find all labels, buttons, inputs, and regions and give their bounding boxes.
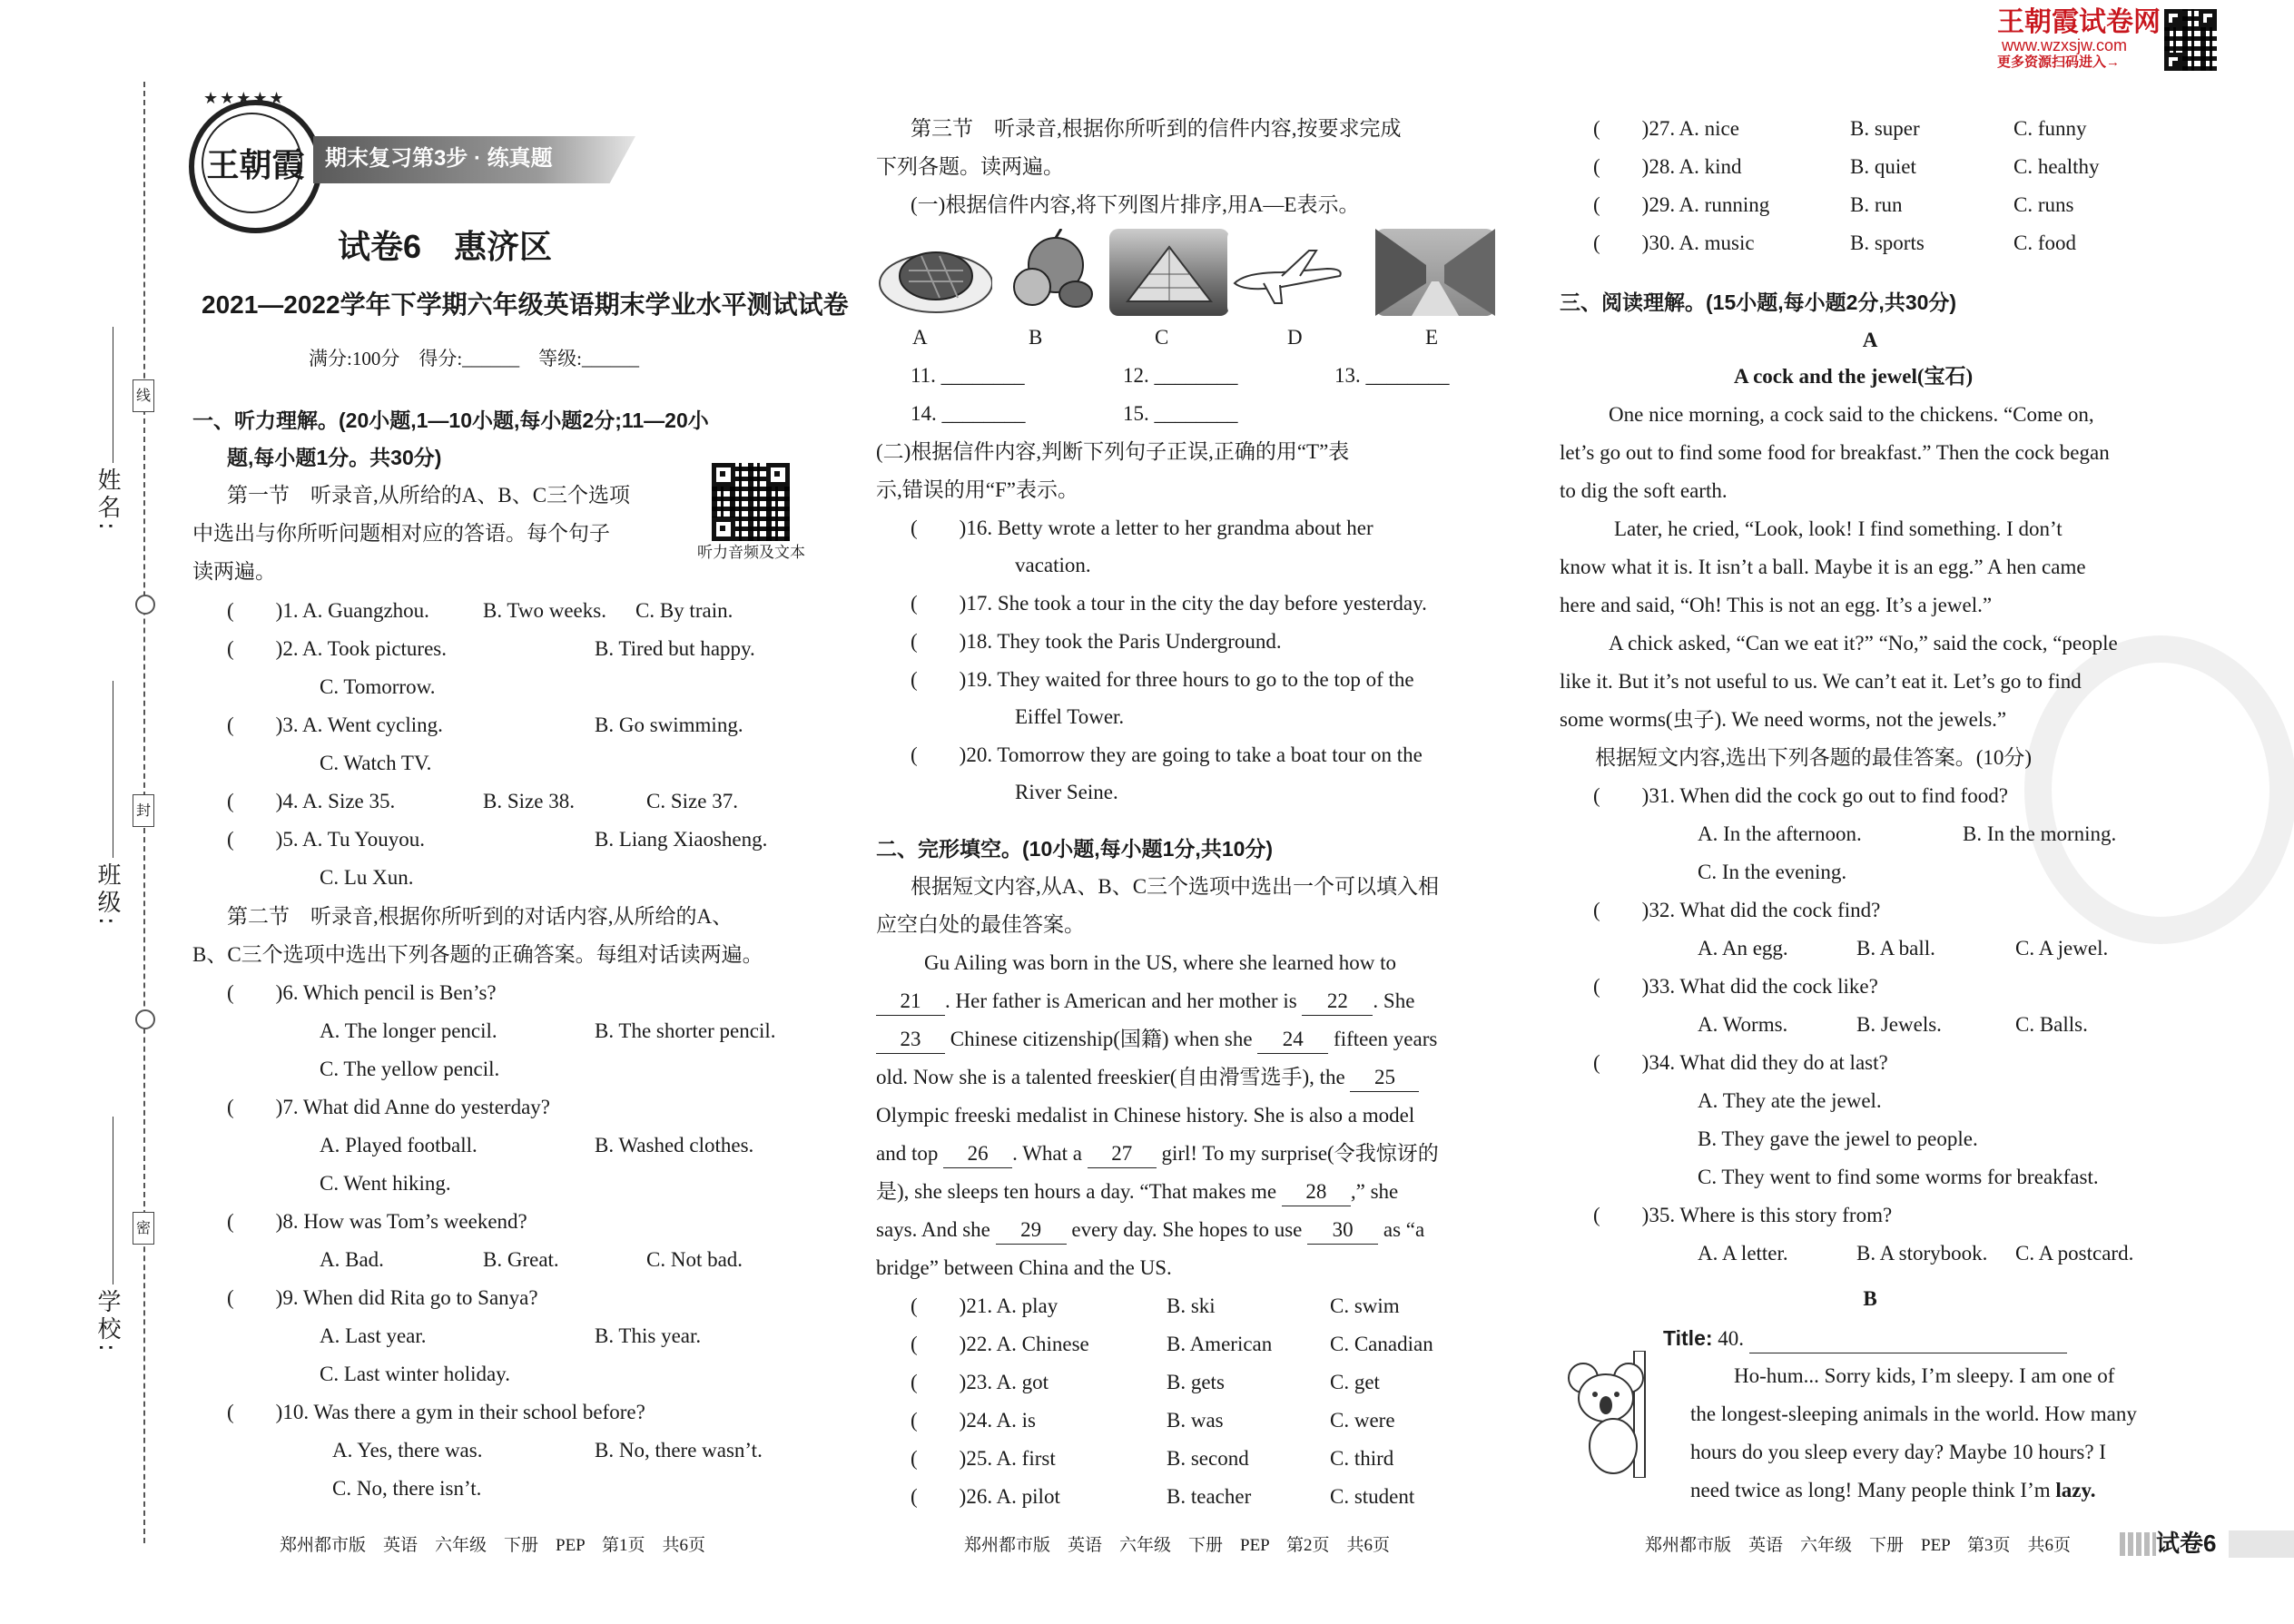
option: C. A postcard.: [2015, 1242, 2134, 1265]
sec2-instruction: B、C三个选项中选出下列各题的正确答案。每组对话读两遍。: [192, 943, 763, 966]
cloze-line: 是), she sleeps ten hours a day. “That makes me 28 ,” she: [876, 1178, 1398, 1206]
option: B. In the morning.: [1963, 822, 2117, 845]
footer-page-1: 郑州都市版 英语 六年级 下册 PEP 第1页 共6页: [280, 1536, 706, 1555]
option: B. super: [1850, 117, 1920, 140]
option: C. Not bad.: [646, 1248, 743, 1271]
option: C. third: [1330, 1447, 1394, 1470]
question-27: ( )27. A. nice: [1593, 117, 1739, 140]
question-1: ( )1. A. Guangzhou.: [227, 599, 429, 622]
picture-label-d: D: [1287, 326, 1303, 349]
option: C. Tomorrow.: [320, 675, 436, 698]
question-31: ( )31. When did the cock go out to find food?: [1593, 784, 2008, 807]
question-25: ( )25. A. first: [911, 1447, 1056, 1470]
option: B. A storybook.: [1856, 1242, 1988, 1265]
sec1-instruction: 读两遍。: [192, 560, 276, 583]
sub2-instruction: (二)根据信件内容,判断下列句子正误,正确的用“T”表: [876, 440, 1350, 463]
option: B. teacher: [1167, 1485, 1252, 1508]
option: B. Go swimming.: [595, 714, 743, 736]
passage-a-line: like it. But it’s not useful to us. We can’t eat it. Let’s go to find: [1560, 670, 2082, 693]
sub2-instruction: 示,错误的用“F”表示。: [876, 478, 1078, 501]
logo-stars: ★★★★★: [203, 89, 286, 107]
question-34: ( )34. What did they do at last?: [1593, 1051, 1888, 1074]
option: C. Lu Xun.: [320, 866, 414, 889]
cloze-blank-21[interactable]: 21: [876, 988, 945, 1016]
title-blank-40[interactable]: [1749, 1325, 2067, 1353]
option: A. They ate the jewel.: [1698, 1089, 1882, 1112]
question-26: ( )26. A. pilot: [911, 1485, 1060, 1508]
banner-text: 期末复习第3步 · 练真题: [325, 146, 553, 171]
option: C. runs: [2013, 193, 2074, 216]
footer-exam-tab: 试卷6: [2156, 1530, 2217, 1557]
question-19-cont: Eiffel Tower.: [1015, 705, 1125, 728]
cloze-blank-23[interactable]: 23: [876, 1026, 945, 1054]
option: C. student: [1330, 1485, 1415, 1508]
passage-a-line: here and said, “Oh! This is not an egg. It’s a jewel.”: [1560, 594, 1993, 616]
part2-heading: 二、完形填空。(10小题,每小题1分,共10分): [876, 837, 1274, 861]
question-17: ( )17. She took a tour in the city the day before yesterday.: [911, 592, 1427, 615]
option: B. Two weeks.: [483, 599, 606, 622]
cloze-line: bridge” between China and the US.: [876, 1256, 1172, 1279]
picture-label-e: E: [1425, 326, 1439, 349]
cloze-line: old. Now she is a talented freeskier(自由滑雪选手), the 25: [876, 1064, 1419, 1092]
brand-name: 王朝霞试卷网: [1997, 7, 2161, 37]
passage-a-line: some worms(虫子). We need worms, not the jewels.”: [1560, 708, 2007, 731]
question-35: ( )35. Where is this story from?: [1593, 1204, 1893, 1226]
sec2-instruction: 第二节 听录音,根据你所听到的对话内容,从所给的A、: [227, 905, 733, 928]
part1-heading: 一、听力理解。(20小题,1—10小题,每小题2分;11—20小: [192, 408, 709, 432]
street-picture: [1375, 229, 1495, 316]
part1-heading-cont: 题,每小题1分。共30分): [227, 446, 442, 469]
section-b-label: B: [1863, 1287, 1877, 1310]
class-label: 班级:: [94, 862, 121, 929]
question-16-cont: vacation.: [1015, 554, 1091, 576]
sec1-instruction: 第一节 听录音,从所给的A、B、C三个选项: [227, 484, 631, 507]
question-22: ( )22. A. Chinese: [911, 1333, 1089, 1355]
question-5: ( )5. A. Tu Youyou.: [227, 828, 425, 851]
wangzhaoxia-logo: [189, 100, 322, 233]
option: A. The longer pencil.: [320, 1019, 497, 1042]
passage-b-line: need twice as long! Many people think I’m lazy.: [1690, 1479, 2096, 1501]
passage-a-line: A chick asked, “Can we eat it?” “No,” said the cock, “people: [1609, 632, 2118, 655]
passage-a-line: let’s go out to find some food for breakfast.” Then the cock began: [1560, 441, 2110, 464]
cloze-line: Gu Ailing was born in the US, where she learned how to: [924, 951, 1396, 974]
option: B. second: [1167, 1447, 1249, 1470]
option: B. A ball.: [1856, 937, 1935, 960]
option: C. In the evening.: [1698, 861, 1847, 883]
option: C. Canadian: [1330, 1333, 1433, 1355]
passage-a-line: to dig the soft earth.: [1560, 479, 1728, 502]
passage-a-title: A cock and the jewel(宝石): [1734, 365, 1974, 388]
steak-picture: [876, 229, 996, 316]
question-28: ( )28. A. kind: [1593, 155, 1742, 178]
logo-text: 王朝霞: [206, 146, 305, 184]
footer-page-2: 郑州都市版 英语 六年级 下册 PEP 第2页 共6页: [964, 1536, 1391, 1555]
option: B. was: [1167, 1409, 1224, 1432]
option: A. A letter.: [1698, 1242, 1788, 1265]
option: B. gets: [1167, 1371, 1225, 1393]
option: C. swim: [1330, 1294, 1400, 1317]
option: B. ski: [1167, 1294, 1216, 1317]
blank-14[interactable]: 14. ________: [911, 402, 1026, 425]
option: C. were: [1330, 1409, 1395, 1432]
option: B. quiet: [1850, 155, 1916, 178]
option: A. Bad.: [320, 1248, 384, 1271]
part2-instruction: 应空白处的最佳答案。: [876, 913, 1085, 936]
option: A. An egg.: [1698, 937, 1788, 960]
option: C. Size 37.: [646, 790, 738, 812]
cloze-blank-28[interactable]: 28: [1282, 1178, 1351, 1206]
question-32: ( )32. What did the cock find?: [1593, 899, 1881, 921]
question-6: ( )6. Which pencil is Ben’s?: [227, 981, 497, 1004]
option: A. Yes, there was.: [332, 1439, 483, 1462]
cloze-line: 23 Chinese citizenship(国籍) when she 24 fifteen years: [876, 1026, 1437, 1054]
sub1-instruction: (一)根据信件内容,将下列图片排序,用A—E表示。: [911, 193, 1360, 216]
koala-illustration: [1563, 1351, 1663, 1478]
option: C. healthy: [2013, 155, 2100, 178]
cloze-blank-26[interactable]: 26: [943, 1140, 1012, 1168]
option: B. American: [1167, 1333, 1273, 1355]
question-4: ( )4. A. Size 35.: [227, 790, 396, 812]
question-9: ( )9. When did Rita go to Sanya?: [227, 1286, 538, 1309]
sec3-instruction: 下列各题。读两遍。: [876, 155, 1064, 178]
question-7: ( )7. What did Anne do yesterday?: [227, 1096, 550, 1118]
blank-13[interactable]: 13. ________: [1334, 364, 1450, 387]
option: A. In the afternoon.: [1698, 822, 1862, 845]
question-2: ( )2. A. Took pictures.: [227, 637, 447, 660]
cloze-blank-29[interactable]: 29: [996, 1216, 1067, 1245]
passage-b-line: hours do you sleep every day? Maybe 10 hours? I: [1690, 1441, 2106, 1463]
option: C. By train.: [635, 599, 733, 622]
option: B. Tired but happy.: [595, 637, 755, 660]
question-30: ( )30. A. music: [1593, 231, 1755, 254]
question-16: ( )16. Betty wrote a letter to her grandma about her: [911, 517, 1373, 539]
binding-hole: [135, 1009, 155, 1029]
question-21: ( )21. A. play: [911, 1294, 1058, 1317]
cloze-blank-30[interactable]: 30: [1307, 1216, 1378, 1245]
option: B. No, there wasn’t.: [595, 1439, 763, 1462]
question-29: ( )29. A. running: [1593, 193, 1770, 216]
passage-a-line: One nice morning, a cock said to the chickens. “Come on,: [1609, 403, 2094, 426]
picture-label-a: A: [912, 326, 928, 349]
option: B. Liang Xiaosheng.: [595, 828, 768, 851]
question-3: ( )3. A. Went cycling.: [227, 714, 443, 736]
passage-b-line: Ho-hum... Sorry kids, I’m sleepy. I am one of: [1734, 1364, 2115, 1387]
sec3-instruction: 第三节 听录音,根据你所听到的信件内容,按要求完成: [911, 117, 1402, 140]
cloze-line: Olympic freeski medalist in Chinese history. She is also a model: [876, 1104, 1415, 1127]
question-20: ( )20. Tomorrow they are going to take a boat tour on the: [911, 743, 1423, 766]
option: B. Great.: [483, 1248, 559, 1271]
question-24: ( )24. A. is: [911, 1409, 1036, 1432]
passage-b-line: the longest-sleeping animals in the world. How many: [1690, 1403, 2137, 1425]
cloze-blank-22[interactable]: 22: [1302, 988, 1373, 1016]
option: C. funny: [2013, 117, 2087, 140]
section-a-label: A: [1862, 329, 1878, 351]
picture-label-c: C: [1155, 326, 1169, 349]
cloze-blank-25[interactable]: 25: [1350, 1064, 1419, 1092]
brand-qr-code[interactable]: [2164, 9, 2217, 71]
passage-a-line: know what it is. It isn’t a ball. Maybe it is an egg.” A hen came: [1560, 556, 2086, 578]
option: C. get: [1330, 1371, 1380, 1393]
score-line: 满分:100分 得分:______ 等级:______: [309, 348, 640, 369]
cloze-blank-24[interactable]: 24: [1257, 1026, 1328, 1054]
option: B. sports: [1850, 231, 1925, 254]
school-label: 学校:: [94, 1289, 121, 1355]
plane-picture: [1227, 229, 1347, 316]
cloze-blank-27[interactable]: 27: [1088, 1140, 1157, 1168]
exam-subtitle: 2021—2022学年下学期六年级英语期末学业水平测试试卷: [202, 290, 849, 319]
fruit-picture: [992, 229, 1112, 316]
option: B. Washed clothes.: [595, 1134, 754, 1156]
option: C. No, there isn’t.: [332, 1477, 482, 1500]
question-19: ( )19. They waited for three hours to go to the top of the: [911, 668, 1414, 691]
option: B. The shorter pencil.: [595, 1019, 776, 1042]
option: C. Balls.: [2015, 1013, 2088, 1036]
question-10: ( )10. Was there a gym in their school before?: [227, 1401, 645, 1423]
option: C. A jewel.: [2015, 937, 2109, 960]
blank-15[interactable]: 15. ________: [1123, 402, 1238, 425]
option: B. They gave the jewel to people.: [1698, 1127, 1978, 1150]
option: A. Last year.: [320, 1324, 427, 1347]
option: A. Played football.: [320, 1134, 478, 1156]
question-8: ( )8. How was Tom’s weekend?: [227, 1210, 527, 1233]
louvre-picture: [1109, 229, 1229, 316]
question-23: ( )23. A. got: [911, 1371, 1049, 1393]
footer-decoration: [2120, 1532, 2156, 1556]
seal-secret-mark: 密: [133, 1212, 154, 1245]
exam-title: 试卷6 惠济区: [337, 228, 553, 265]
qr-caption: 听力音频及文本: [697, 544, 805, 561]
listening-qr-code[interactable]: [712, 463, 790, 541]
picture-label-b: B: [1029, 326, 1043, 349]
part3-heading: 三、阅读理解。(15小题,每小题2分,共30分): [1560, 290, 1957, 314]
option: C. Went hiking.: [320, 1172, 451, 1195]
option: B. Jewels.: [1856, 1013, 1942, 1036]
question-33: ( )33. What did the cock like?: [1593, 975, 1878, 998]
option: C. Watch TV.: [320, 752, 432, 774]
option: B. Size 38.: [483, 790, 575, 812]
option: C. The yellow pencil.: [320, 1058, 500, 1080]
option: A. Worms.: [1698, 1013, 1788, 1036]
seal-line-mark: 线: [133, 379, 154, 412]
cloze-line: 21 . Her father is American and her mother is 22 . She: [876, 988, 1414, 1016]
cloze-line: says. And she 29 every day. She hopes to use 30 as “a: [876, 1216, 1424, 1245]
question-20-cont: River Seine.: [1015, 781, 1118, 803]
option: B. This year.: [595, 1324, 702, 1347]
blank-12[interactable]: 12. ________: [1123, 364, 1238, 387]
passage-a-line: Later, he cried, “Look, look! I find something. I don’t: [1614, 517, 2063, 540]
option: B. run: [1850, 193, 1903, 216]
brand-url: www.wzxsjw.com: [2002, 36, 2128, 54]
brand-slogan: 更多资源扫码进入→: [1997, 54, 2121, 70]
cloze-line: and top 26 . What a 27 girl! To my surprise(令我惊讶的: [876, 1140, 1439, 1168]
blank-11[interactable]: 11. ________: [911, 364, 1025, 387]
name-label: 姓名:: [94, 468, 121, 534]
footer-page-3: 郑州都市版 英语 六年级 下册 PEP 第3页 共6页: [1645, 1536, 2072, 1555]
part3-instruction: 根据短文内容,选出下列各题的最佳答案。(10分): [1595, 746, 2033, 769]
question-18: ( )18. They took the Paris Underground.: [911, 630, 1282, 653]
footer-tab-bar: [2229, 1530, 2294, 1558]
passage-b-title-line: Title: 40.: [1663, 1324, 2067, 1353]
sec1-instruction: 中选出与你所听问题相对应的答语。每个句子: [192, 522, 610, 545]
option: C. Last winter holiday.: [320, 1363, 510, 1385]
part2-instruction: 根据短文内容,从A、B、C三个选项中选出一个可以填入相: [911, 875, 1440, 898]
option: C. food: [2013, 231, 2076, 254]
option: C. They went to find some worms for breakfast.: [1698, 1166, 2099, 1188]
seal-seal-mark: 封: [133, 794, 154, 827]
binding-hole: [135, 595, 155, 615]
